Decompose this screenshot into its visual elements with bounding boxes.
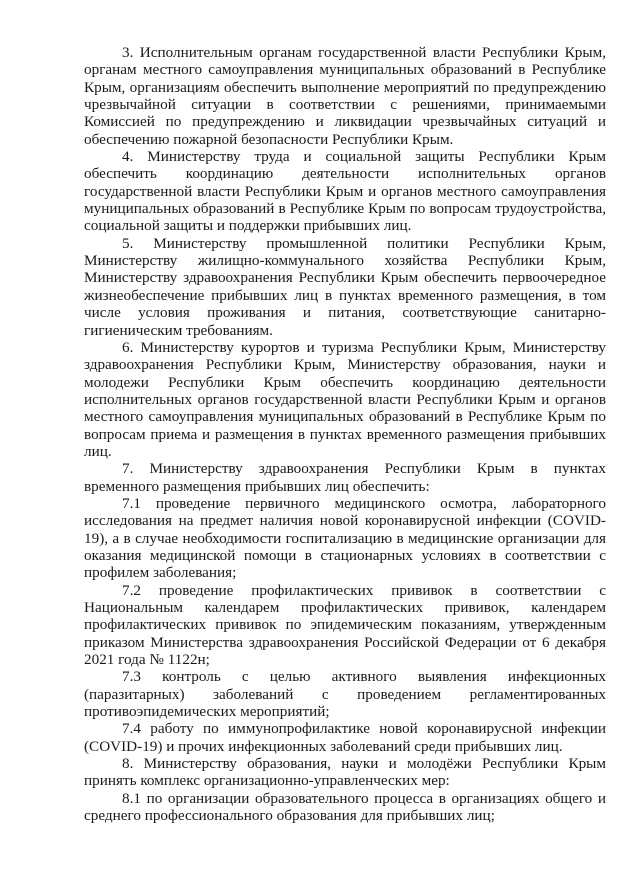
paragraph-7: 7. Министерству здравоохранения Республики Крым в пунктах временного размещения прибывших лиц обеспечить: (84, 460, 606, 495)
paragraph-5: 5. Министерству промышленной политики Республики Крым, Министерству жилищно-коммунального хозяйства Республики Крым, Министерству здравоохранения Республики Крым обеспечить первоочередное жизнеобеспечение прибывших лиц в пунктах временного размещения, в том числе условия проживания и питания, соответствующие санитарно-гигиеническим требованиям. (84, 234, 606, 339)
document-page (84, 44, 606, 824)
paragraph-8: 8. Министерству образования, науки и молодёжи Республики Крым принять комплекс организационно-управленческих мер: (84, 755, 606, 790)
paragraph-7-1: 7.1 проведение первичного медицинского осмотра, лабораторного исследования на предмет наличия новой коронавирусной инфекции (COVID-19), а в случае необходимости госпитализацию в медицинские организации для оказания медицинской помощи в стационарных условиях в соответствии с профилем заболевания; (84, 494, 606, 582)
paragraph-3: 3. Исполнительным органам государственной власти Республики Крым, органам местного самоуправления муниципальных образований в Республике Крым, организациям обеспечить выполнение мероприятий по предупреждению чрезвычайной ситуации в соответствии с решениями, принимаемыми Комиссией по предупреждению и ликвидации чрезвычайных ситуаций и обеспечению пожарной безопасности Республики Крым. (84, 44, 606, 148)
paragraph-4: 4. Министерству труда и социальной защиты Республики Крым обеспечить координацию деятельности исполнительных органов государственной власти Республики Крым и органов местного самоуправления муниципальных образований в Республике Крым по вопросам трудоустройства, социальной защиты и поддержки прибывших лиц. (84, 148, 606, 235)
paragraph-7-4: 7.4 работу по иммунопрофилактике новой коронавирусной инфекции (COVID-19) и прочих инфекционных заболеваний среди прибывших лиц. (84, 720, 606, 755)
paragraph-8-1: 8.1 по организации образовательного процесса в организациях общего и среднего профессионального образования для прибывших лиц; (84, 789, 606, 825)
paragraph-6: 6. Министерству курортов и туризма Республики Крым, Министерству здравоохранения Республики Крым, Министерству образования, науки и молодежи Республики Крым обеспечить координацию деятельности исполнительных органов государственной власти Республики Крым и органов местного самоуправления муниципальных образований в Республике Крым по вопросам приема и размещения в пунктах временного размещения прибывших лиц. (84, 338, 606, 460)
paragraph-7-3: 7.3 контроль с целью активного выявления инфекционных (паразитарных) заболеваний с проведением регламентированных противоэпидемических мероприятий; (84, 668, 606, 721)
paragraph-7-2: 7.2 проведение профилактических прививок в соответствии с Национальным календарем профилактических прививок, календарем профилактических прививок по эпидемическим показаниям, утвержденным приказом Министерства здравоохранения Российской Федерации от 6 декабря 2021 года № 1122н; (84, 581, 606, 669)
